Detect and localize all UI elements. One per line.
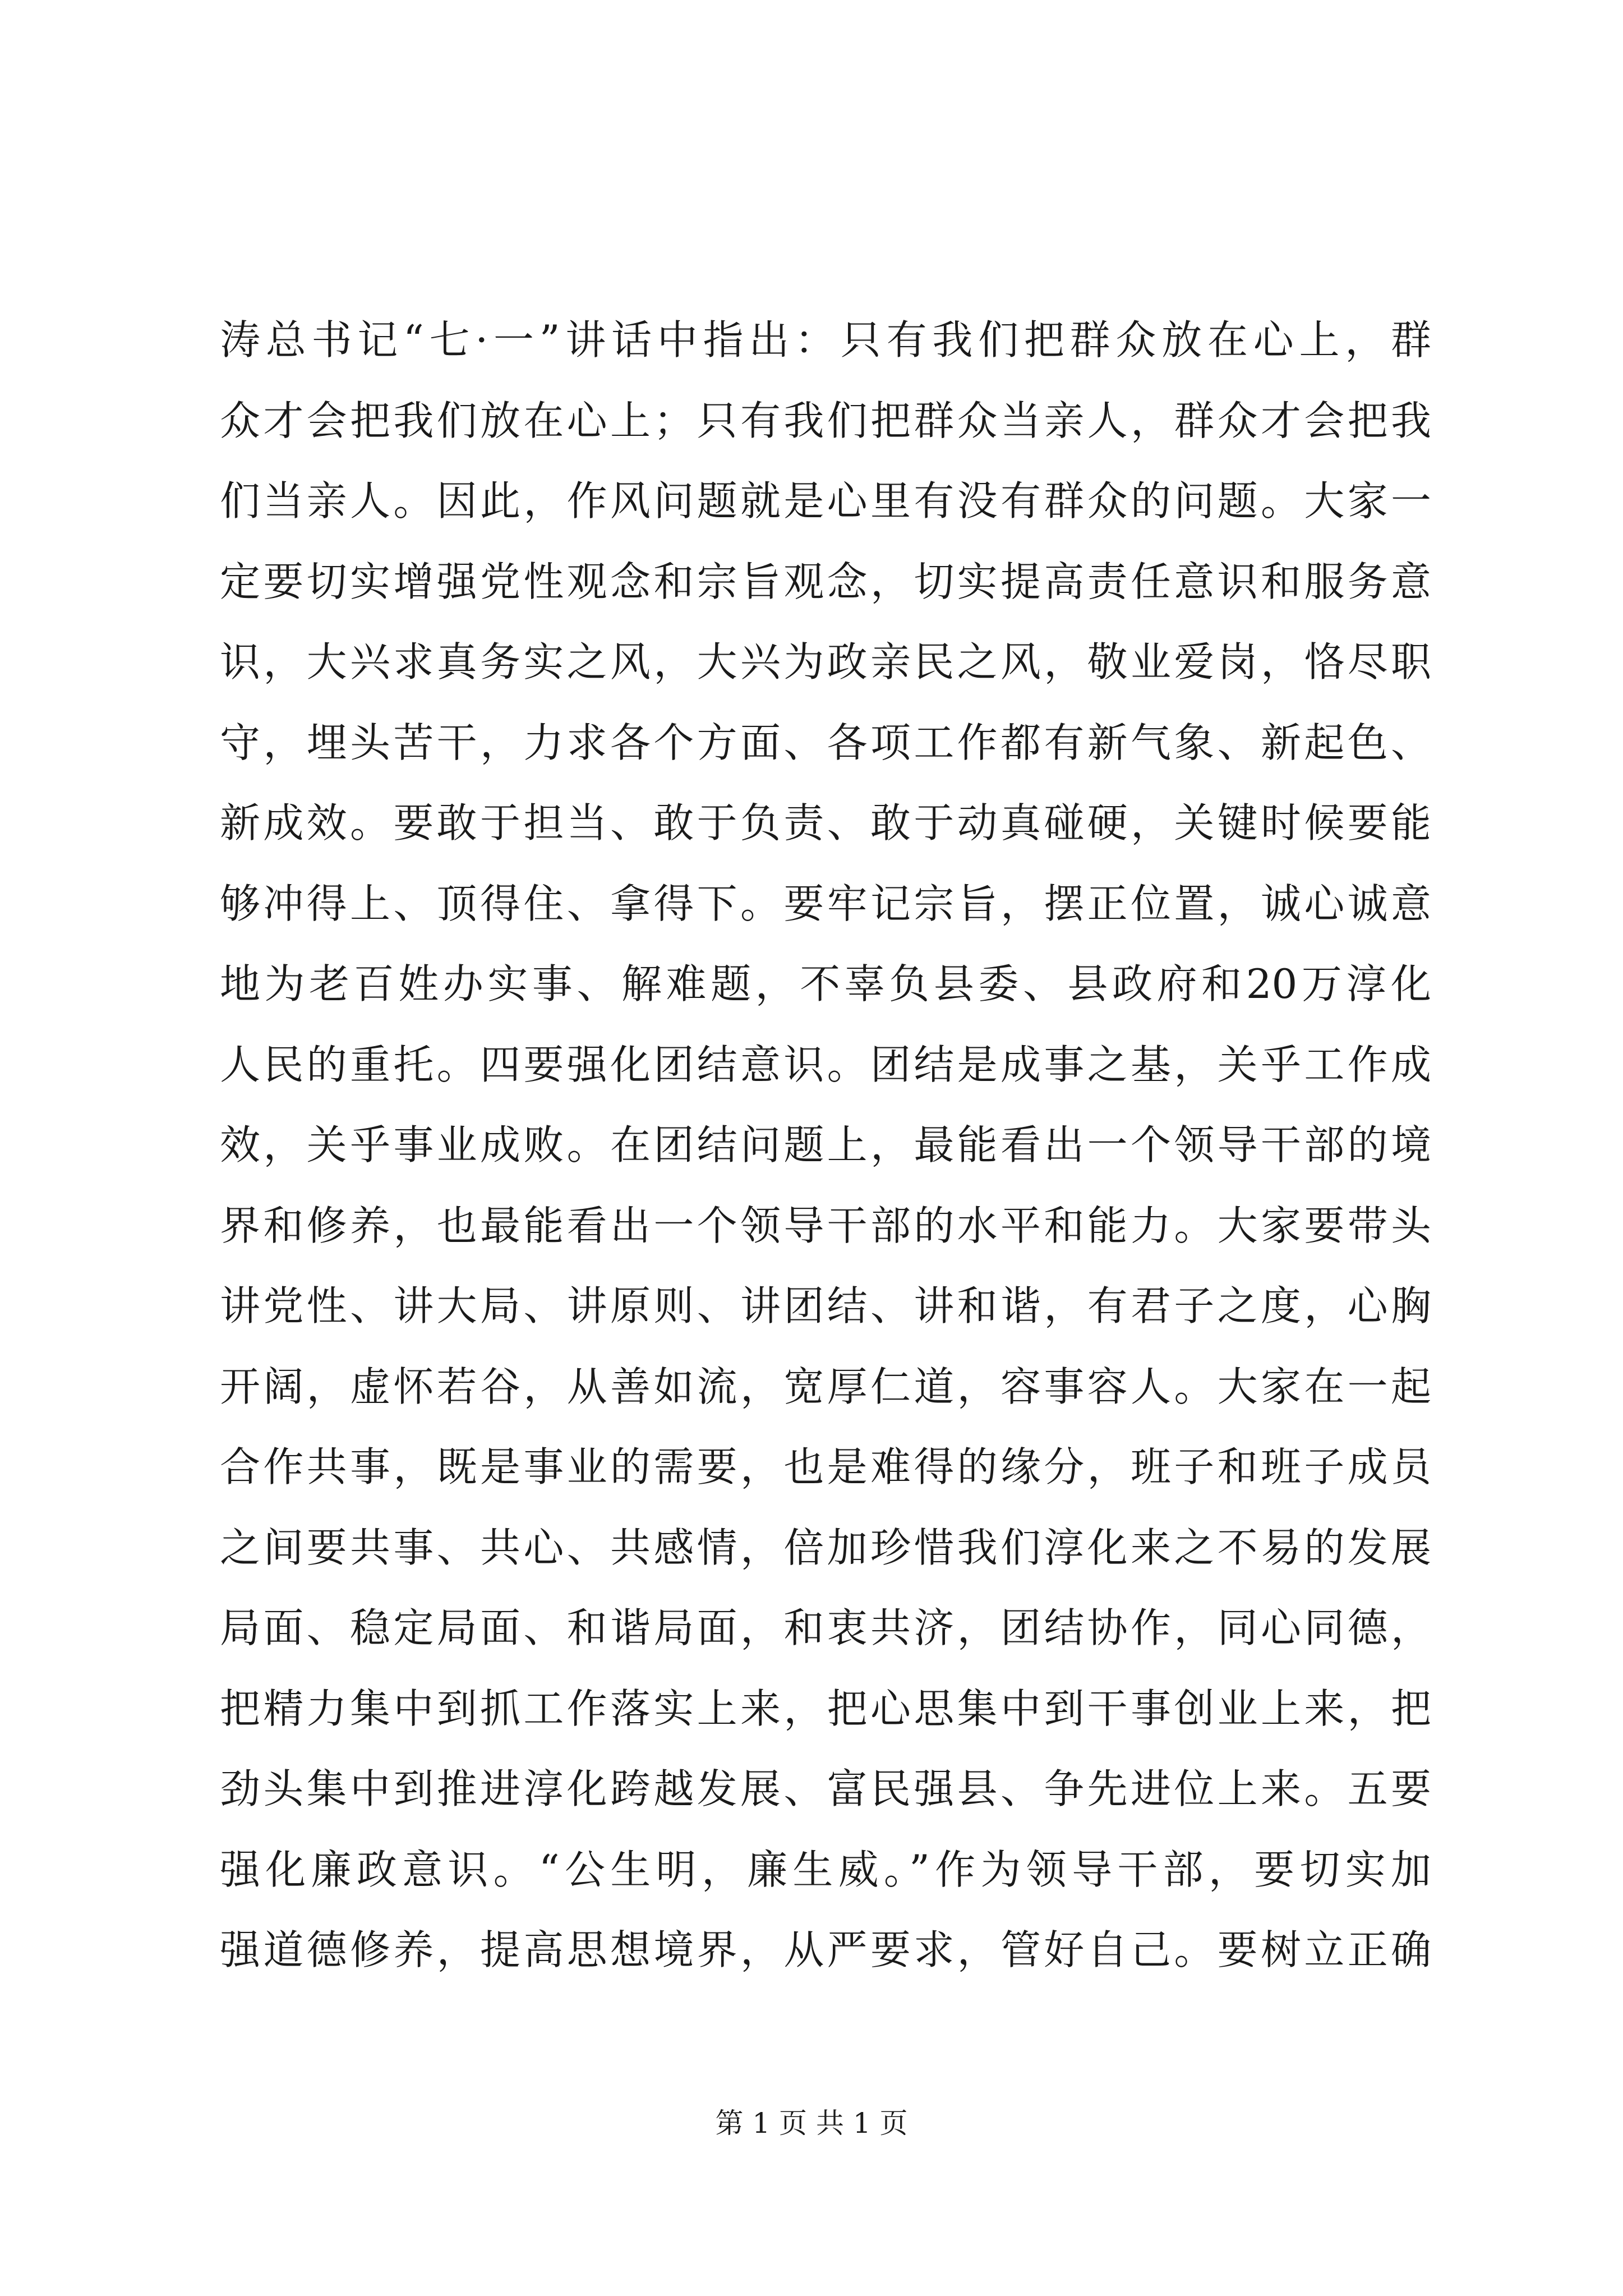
text-line: 之间要共事、共心、共感情，倍加珍惜我们淳化来之不易的发展	[220, 1524, 1431, 1571]
text-line: 众才会把我们放在心上；只有我们把群众当亲人，群众才会把我	[220, 397, 1431, 444]
text-line: 局面、稳定局面、和谐局面，和衷共济，团结协作，同心同德，	[220, 1604, 1431, 1651]
text-line: 界和修养，也最能看出一个领导干部的水平和能力。大家要带头	[220, 1202, 1431, 1249]
text-line: 够冲得上、顶得住、拿得下。要牢记宗旨，摆正位置，诚心诚意	[220, 880, 1431, 927]
page-number-label: 第 1 页 共 1 页	[715, 2107, 908, 2139]
text-line: 人民的重托。四要强化团结意识。团结是成事之基，关乎工作成	[220, 1041, 1431, 1088]
body-text	[220, 300, 1431, 1991]
text-line: 识，大兴求真务实之风，大兴为政亲民之风，敬业爱岗，恪尽职	[220, 638, 1431, 685]
text-line: 讲党性、讲大局、讲原则、讲团结、讲和谐，有君子之度，心胸	[220, 1282, 1431, 1329]
text-line: 地为老百姓办实事、解难题，不辜负县委、县政府和20万淳化	[220, 960, 1431, 1007]
text-line: 把精力集中到抓工作落实上来，把心思集中到干事创业上来，把	[220, 1685, 1431, 1732]
text-line: 劲头集中到推进淳化跨越发展、富民强县、争先进位上来。五要	[220, 1765, 1431, 1812]
text-line: 涛总书记“七·一”讲话中指出：只有我们把群众放在心上，群	[220, 316, 1431, 364]
text-line: 强道德修养，提高思想境界，从严要求，管好自己。要树立正确	[220, 1926, 1431, 1973]
text-line: 定要切实增强党性观念和宗旨观念，切实提高责任意识和服务意	[220, 558, 1431, 605]
text-line: 合作共事，既是事业的需要，也是难得的缘分，班子和班子成员	[220, 1443, 1431, 1490]
text-line: 们当亲人。因此，作风问题就是心里有没有群众的问题。大家一	[220, 477, 1431, 524]
text-line: 强化廉政意识。“公生明，廉生威。”作为领导干部，要切实加	[220, 1846, 1431, 1893]
text-line: 守，埋头苦干，力求各个方面、各项工作都有新气象、新起色、	[220, 719, 1431, 766]
page-footer	[0, 2101, 1623, 2141]
text-line: 开阔，虚怀若谷，从善如流，宽厚仁道，容事容人。大家在一起	[220, 1363, 1431, 1410]
text-line: 效，关乎事业成败。在团结问题上，最能看出一个领导干部的境	[220, 1121, 1431, 1168]
text-line: 新成效。要敢于担当、敢于负责、敢于动真碰硬，关键时候要能	[220, 799, 1431, 846]
